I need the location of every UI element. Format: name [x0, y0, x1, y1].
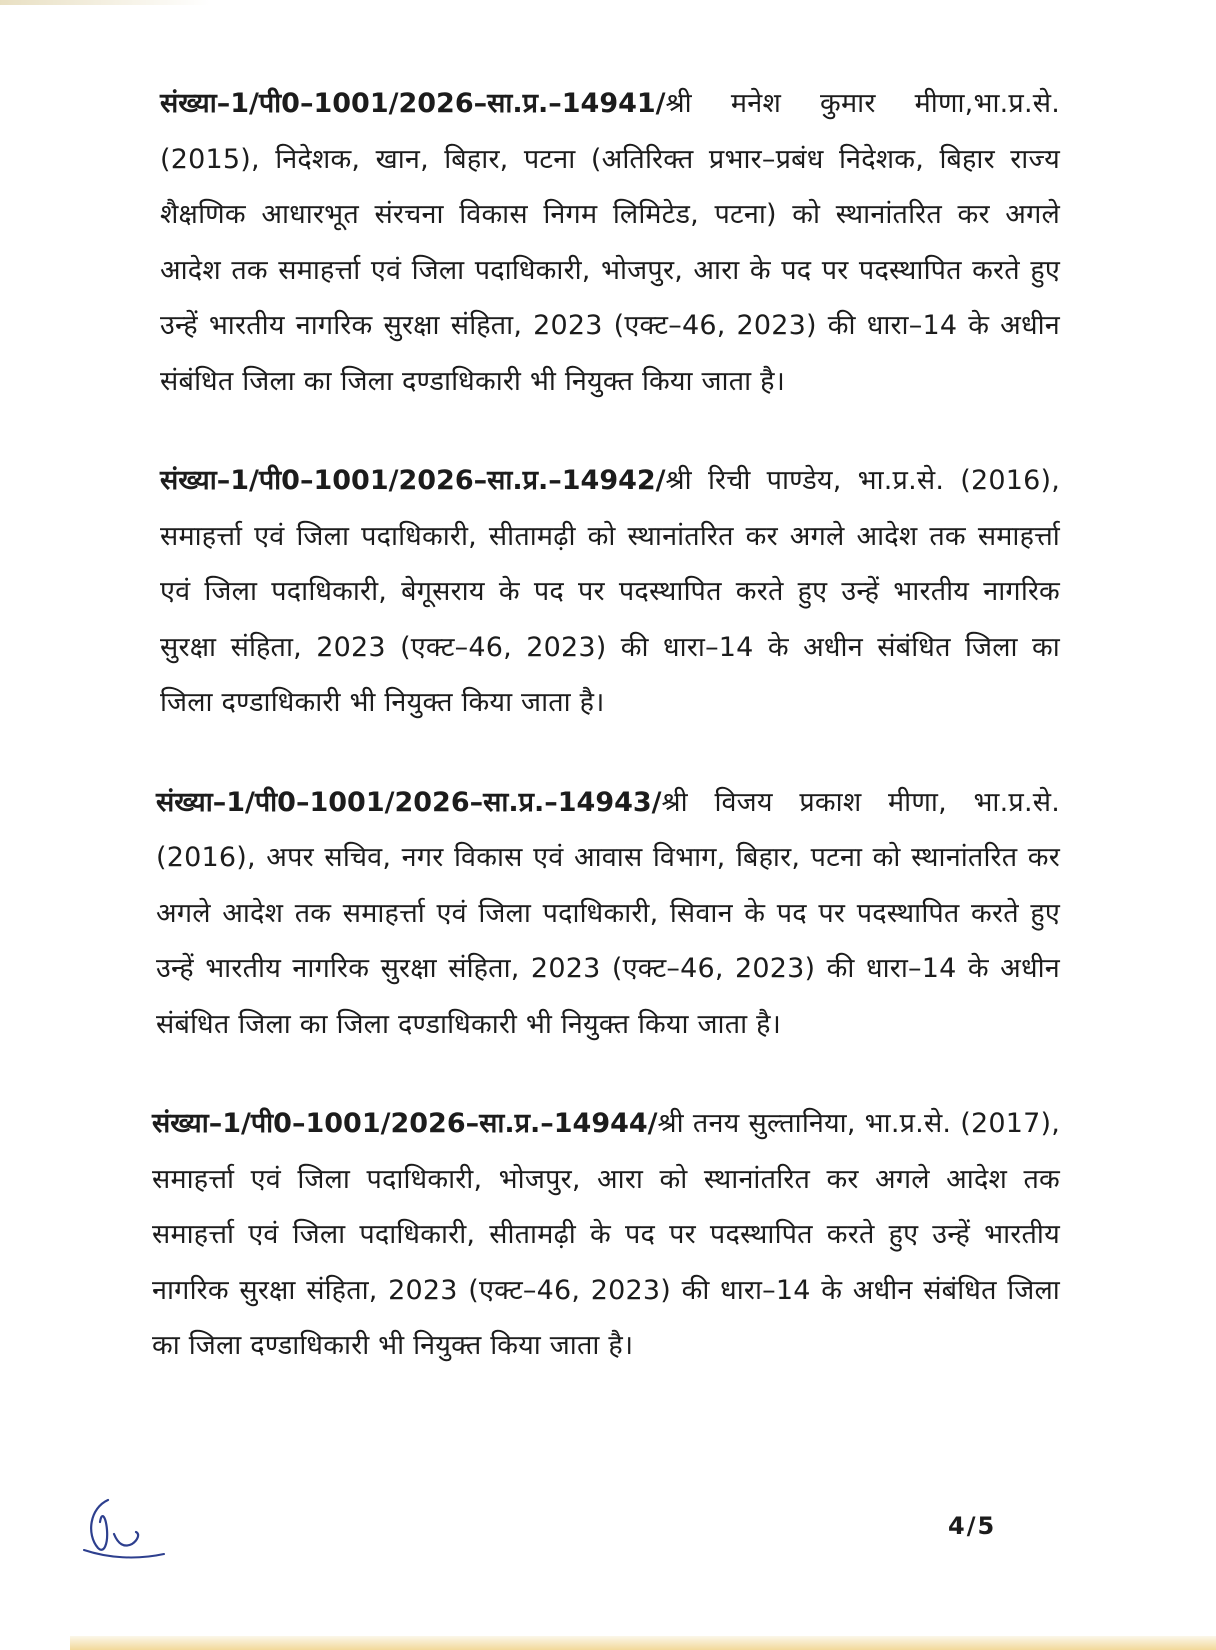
page-number: 4/5 [948, 1512, 997, 1540]
order-text: श्री मनेश कुमार मीणा,भा.प्र.से. (2015), निदेशक, खान, बिहार, पटना (अतिरिक्त प्रभार–प्रबंध निदेशक, बिहार राज्य शैक्षणिक आधारभूत संरचना विकास निगम लिमिटेड, पटना) को स्थानांतरित कर अगले आदेश तक समाहर्त्ता एवं जिला पदाधिकारी, भोजपुर, आरा के पद पर पदस्थापित करते हुए उन्हें भारतीय नागरिक सुरक्षा संहिता, 2023 (एक्ट–46, 2023) की धारा–14 के अधीन संबंधित जिला का जिला दण्डाधिकारी भी नियुक्त किया जाता है। [160, 88, 1060, 397]
order-paragraph-1 [160, 76, 1060, 409]
order-reference-number: संख्या–1/पी0–1001/2026–सा.प्र.–14941/ [160, 88, 666, 119]
order-reference-number: संख्या–1/पी0–1001/2026–सा.प्र.–14942/ [160, 465, 666, 496]
order-text: श्री विजय प्रकाश मीणा, भा.प्र.से. (2016), अपर सचिव, नगर विकास एवं आवास विभाग, बिहार, पटना को स्थानांतरित कर अगले आदेश तक समाहर्त्ता एवं जिला पदाधिकारी, सिवान के पद पर पदस्थापित करते हुए उन्हें भारतीय नागरिक सुरक्षा संहिता, 2023 (एक्ट–46, 2023) की धारा–14 के अधीन संबंधित जिला का जिला दण्डाधिकारी भी नियुक्त किया जाता है। [156, 786, 1060, 1040]
order-paragraph-3 [156, 775, 1060, 1053]
order-paragraph-4 [152, 1096, 1060, 1374]
scan-edge-top [0, 0, 210, 5]
order-paragraph-2 [160, 453, 1060, 731]
order-reference-number: संख्या–1/पी0–1001/2026–सा.प्र.–14943/ [156, 786, 662, 818]
order-text: श्री रिची पाण्डेय, भा.प्र.से. (2016), समाहर्त्ता एवं जिला पदाधिकारी, सीतामढ़ी को स्थानांतरित कर अगले आदेश तक समाहर्त्ता एवं जिला पदाधिकारी, बेगूसराय के पद पर पदस्थापित करते हुए उन्हें भारतीय नागरिक सुरक्षा संहिता, 2023 (एक्ट–46, 2023) की धारा–14 के अधीन संबंधित जिला का जिला दण्डाधिकारी भी नियुक्त किया जाता है। [160, 465, 1060, 718]
scan-edge-bottom [70, 1636, 1216, 1650]
handwritten-initials-signature [78, 1490, 168, 1570]
document-body [152, 76, 1060, 1374]
order-reference-number: संख्या–1/पी0–1001/2026–सा.प्र.–14944/ [152, 1108, 658, 1139]
order-text: श्री तनय सुल्तानिया, भा.प्र.से. (2017), समाहर्त्ता एवं जिला पदाधिकारी, भोजपुर, आरा को स्थानांतरित कर अगले आदेश तक समाहर्त्ता एवं जिला पदाधिकारी, सीतामढ़ी के पद पर पदस्थापित करते हुए उन्हें भारतीय नागरिक सुरक्षा संहिता, 2023 (एक्ट–46, 2023) की धारा–14 के अधीन संबंधित जिला का जिला दण्डाधिकारी भी नियुक्त किया जाता है। [152, 1108, 1060, 1361]
